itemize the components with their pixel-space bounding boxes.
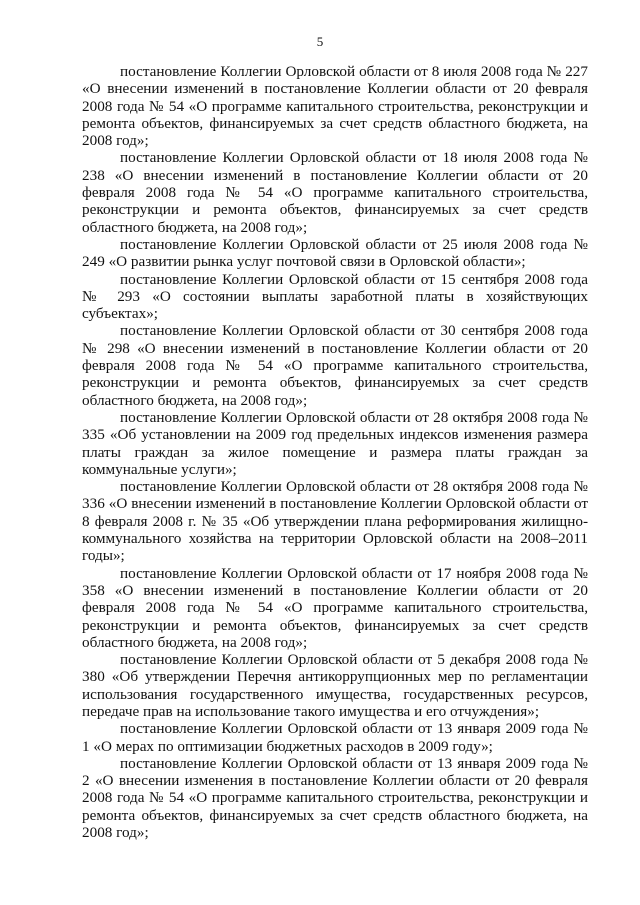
page-number: 5: [316, 34, 324, 49]
resolution-item: постановление Коллегии Орловской области от 25 июля 2008 года № 249 «О развитии рынка услуг почтовой связи в Орловской области»;: [82, 235, 588, 271]
resolution-item: постановление Коллегии Орловской области от 13 января 2009 года № 1 «О мерах по оптимизации бюджетных расходов в 2009 году»;: [82, 720, 588, 755]
resolution-item: постановление Коллегии Орловской области от 17 ноября 2008 года № 358 «О внесении изменений в постановление Коллегии области от 20 февраля 2008 года № 54 «О программе капитального строительства, реконструкции и ремонта объектов, финансируемых за счет средств областного бюджета, на 2008 год»;: [82, 564, 588, 651]
resolution-item: постановление Коллегии Орловской области от 30 сентября 2008 года № 298 «О внесении изменений в постановление Коллегии области от 20 февраля 2008 года № 54 «О программе капитального строительства, реконструкции и ремонта объектов, финансируемых за счет средств областного бюджета, на 2008 год»;: [82, 322, 588, 409]
resolution-item: постановление Коллегии Орловской области от 8 июля 2008 года № 227 «О внесении изменений в постановление Коллегии области от 20 февраля 2008 года № 54 «О программе капитального строительства, реконструкции и ремонта объектов, финансируемых за счет средств областного бюджета, на 2008 год»;: [82, 63, 588, 150]
resolution-item: постановление Коллегии Орловской области от 5 декабря 2008 года № 380 «Об утверждении Перечня антикоррупционных мер по регламентации использования государственного имущества, государственных ресурсов, передаче прав на использование такого имущества и его отчуждения»;: [82, 651, 588, 720]
resolution-item: постановление Коллегии Орловской области от 28 октября 2008 года № 335 «Об установлении на 2009 год предельных индексов изменения размера платы граждан за жилое помещение и размера платы граждан за коммунальные услуги»;: [82, 408, 588, 478]
resolution-item: постановление Коллегии Орловской области от 18 июля 2008 года № 238 «О внесении изменений в постановление Коллегии области от 20 февраля 2008 года № 54 «О программе капитального строительства, реконструкции и ремонта объектов, финансируемых за счет средств областного бюджета, на 2008 год»;: [82, 149, 588, 236]
resolution-item: постановление Коллегии Орловской области от 28 октября 2008 года № 336 «О внесении изменений в постановление Коллегии Орловской области от 8 февраля 2008 г. № 35 «Об утверждении плана реформирования жилищно-коммунального хозяйства на территории Орловской области на 2008–2011 годы»;: [82, 478, 588, 565]
document-body: [82, 63, 588, 841]
resolution-item: постановление Коллегии Орловской области от 15 сентября 2008 года № 293 «О состоянии выплаты заработной платы в хозяйствующих субъектах»;: [82, 270, 588, 323]
resolution-item: постановление Коллегии Орловской области от 13 января 2009 года № 2 «О внесении изменения в постановление Коллегии области от 20 февраля 2008 года № 54 «О программе капитального строительства, реконструкции и ремонта объектов, финансируемых за счет средств областного бюджета, на 2008 год»;: [82, 754, 588, 842]
